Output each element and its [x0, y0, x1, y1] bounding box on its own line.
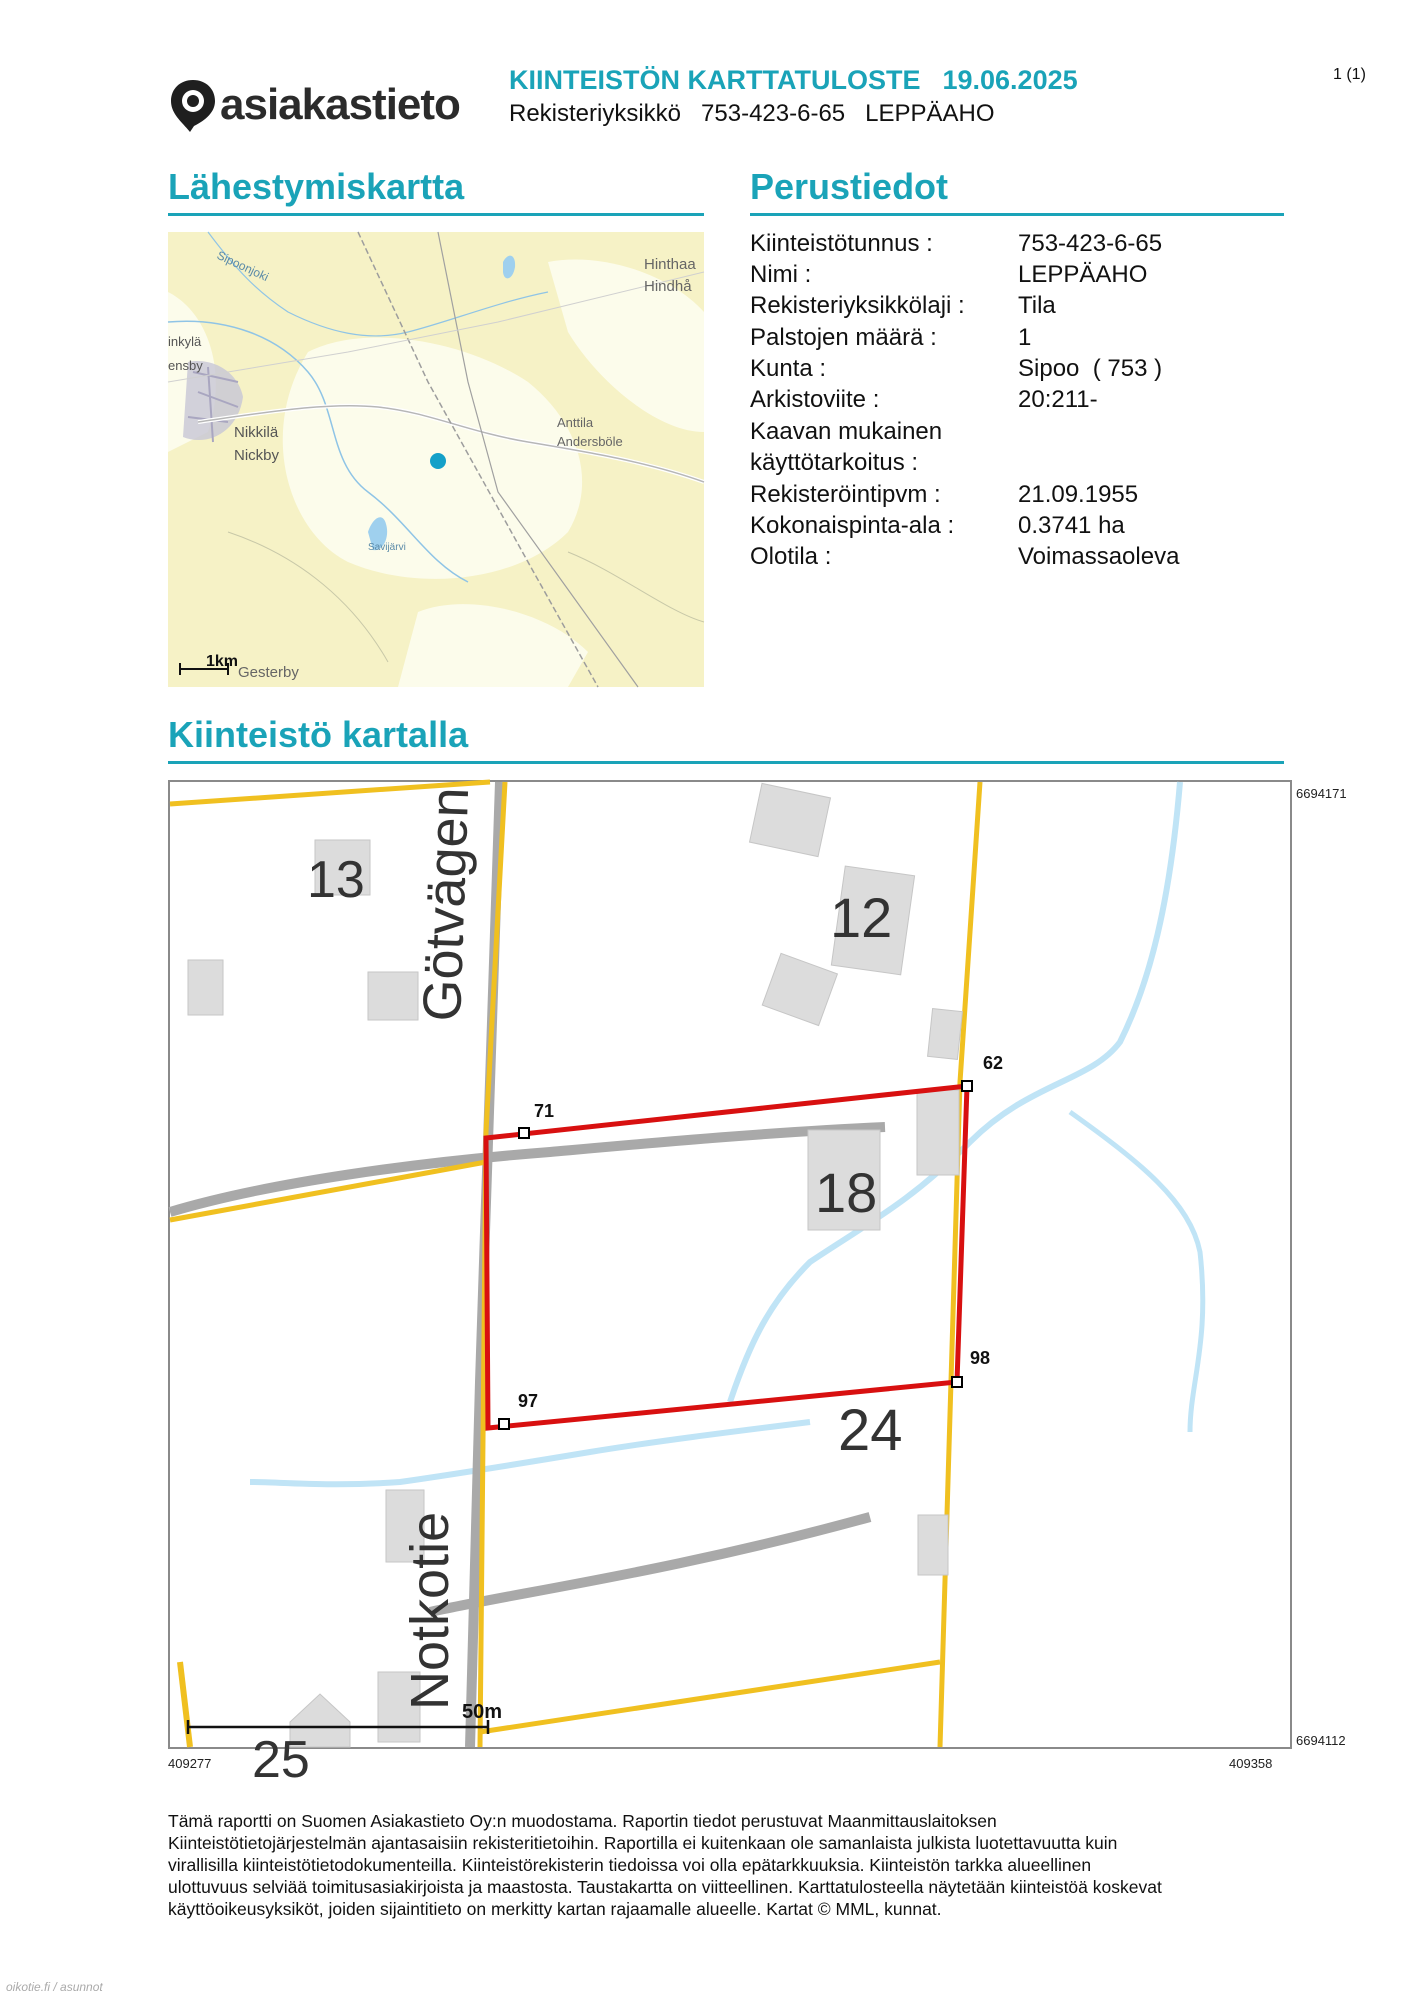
place-hindha: Hindhå	[644, 278, 692, 295]
coord-bottom-right-x: 409358	[1229, 1756, 1273, 1771]
page-number: 1 (1)	[1333, 66, 1366, 83]
title-text: KIINTEISTÖN KARTTATULOSTE	[509, 65, 921, 95]
coord-bottom-left: 409277	[168, 1756, 212, 1771]
place-gesterby: Gesterby	[238, 664, 299, 681]
place-andersbole: Andersböle	[557, 434, 623, 449]
disclaimer-line: Tämä raportti on Suomen Asiakastieto Oy:n muodostama. Raportin tiedot perustuvat Maanmittauslaitoksen	[168, 1811, 997, 1831]
place-anttila: Anttila	[557, 415, 594, 430]
title-date: 19.06.2025	[942, 65, 1078, 95]
place-nickby: Nickby	[234, 447, 280, 464]
overview-map-graphic	[168, 232, 704, 687]
point-label-62: 62	[983, 1053, 1004, 1073]
house-number-25: 25	[252, 1731, 310, 1789]
place-inkyla: inkylä	[168, 334, 202, 349]
disclaimer-line: ulottuvuus selviää toimitusasiakirjoista ja maastosta. Taustakartta on viitteellinen. Karttatulosteella näytetään kiinteistöä koskevat	[168, 1877, 1162, 1897]
place-savijarvi: Savijärvi	[368, 542, 406, 553]
document-title	[509, 65, 1100, 96]
unit-id: 753-423-6-65	[701, 100, 846, 127]
place-ensby: ensby	[168, 358, 203, 373]
source-watermark: oikotie.fi / asunnot	[6, 1980, 103, 1994]
disclaimer-line: Kiinteistötietojärjestelmän ajantasaisiin rekisteritietoihin. Raportilla ei kuitenkaan ole samanlaista julkista luotettavuutta kuin	[168, 1833, 1118, 1853]
disclaimer-line: virallisilla kiinteistötietodokumenteilla. Kiinteistörekisterin tiedoissa voi olla epätarkkuuksia. Kiinteistön tarkka alueellinen	[168, 1855, 1092, 1875]
coord-top-right: 6694171	[1296, 786, 1347, 801]
basic-info-heading: Perustiedot	[750, 166, 949, 207]
asiakastieto-logo	[168, 78, 468, 134]
house-number-18: 18	[815, 1161, 878, 1224]
coord-bottom-right: 6694112	[1296, 1733, 1346, 1748]
disclaimer-line: käyttöoikeusyksiköt, joiden sijaintitieto on merkitty kartan rajaamalle alueelle. Kartat © MML, kunnat.	[168, 1899, 942, 1919]
location-pin-icon	[168, 78, 218, 134]
overview-map	[168, 232, 704, 687]
street-notkotie: Notkotie	[400, 1511, 460, 1710]
place-sipoonjoki: Sipoonjoki	[214, 248, 271, 285]
house-number-24: 24	[838, 1398, 903, 1463]
overview-map-heading: Lähestymiskartta	[168, 166, 465, 207]
house-number-12: 12	[830, 886, 893, 949]
basic-heading-rule	[750, 213, 1284, 216]
overview-scale-label: 1km	[206, 653, 239, 670]
house-number-13: 13	[307, 851, 365, 909]
property-map-heading: Kiinteistö kartalla	[168, 714, 469, 755]
unit-name: LEPPÄAHO	[865, 100, 995, 127]
unit-label: Rekisteriyksikkö	[509, 100, 682, 127]
map-scale-label: 50m	[462, 1701, 503, 1723]
point-label-98: 98	[970, 1348, 991, 1368]
logo-wordmark: asiakastieto	[220, 80, 460, 129]
place-nikkila: Nikkilä	[234, 424, 279, 441]
document-subtitle	[509, 100, 1015, 128]
place-hinthaa: Hinthaa	[644, 256, 696, 273]
overview-heading-rule	[168, 213, 704, 216]
disclaimer	[168, 1810, 1288, 1920]
point-label-71: 71	[534, 1101, 555, 1121]
street-gotvagen: Götvägen	[412, 786, 481, 1023]
point-label-97: 97	[518, 1391, 539, 1411]
property-map-heading-rule	[168, 761, 1284, 764]
